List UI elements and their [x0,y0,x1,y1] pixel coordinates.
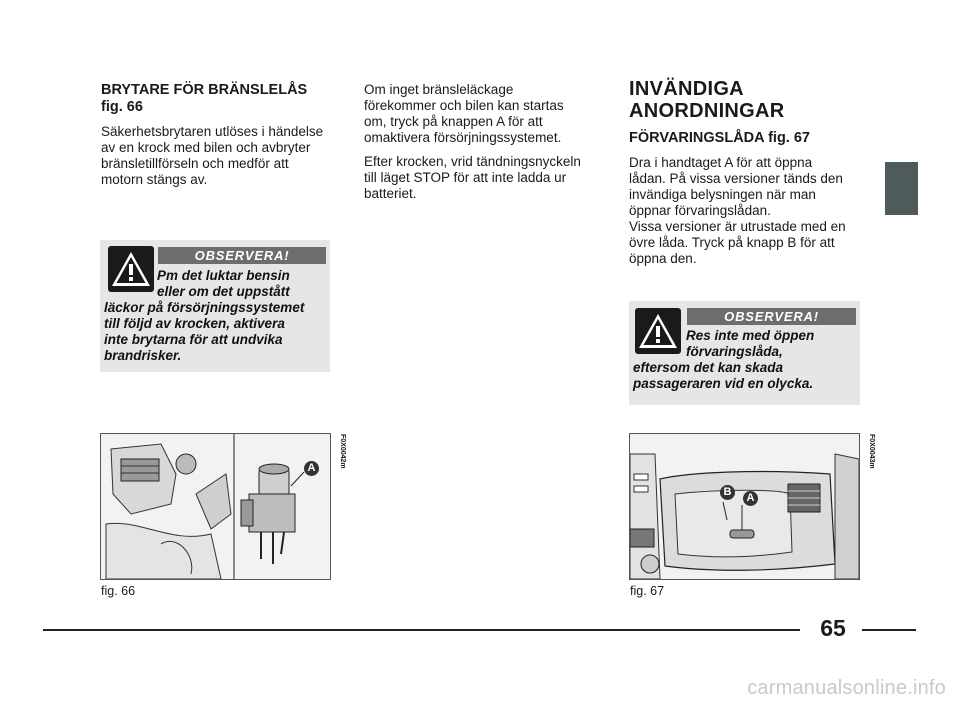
fuel-switch-illustration [101,434,330,579]
column-1 [101,82,331,196]
figure-code-67: F0X0043m [868,434,875,469]
warning-text: Pm det luktar bensin eller om det uppstått [157,268,290,299]
paragraph-fuel-switch: Säkerhetsbrytaren utlöses i händelse av en krock med bilen och avbryter bränsletillförseln och medför att motorn stängs av. [101,124,324,187]
paragraph-reset: Om inget bränsleläckage förekommer och bilen kan startas om, tryck på knappen A för att omaktivera försörjningssystemet. [364,82,564,145]
paragraph-glovebox: Dra i handtaget A för att öppna lådan. På vissa versioner tänds den invändiga belysningen när man öppnar förvaringslådan. Vissa versioner är utrustade med en övre låda. Tryck på knapp B för att öppna den. [629,155,846,266]
page-number: 65 [820,615,846,641]
column-2 [364,82,596,210]
warning-triangle-icon [635,308,681,354]
column-3 [629,78,861,275]
figure-caption-66: fig. 66 [101,584,136,598]
chapter-tab-marker [885,162,918,215]
figure-66-image [100,433,331,580]
figure-caption-67: fig. 67 [630,584,665,598]
section-heading-glovebox: FÖRVARINGSLÅDA fig. 67 [629,130,810,146]
footer-rule-left [43,629,800,631]
figure-67-image [629,433,860,580]
figure-code-66: F0X0042m [339,434,346,469]
footer-rule-right [862,629,916,631]
glovebox-illustration [630,434,859,579]
warning-box-fuel [100,240,330,372]
callout-b: B [720,485,735,500]
warning-triangle-icon [108,246,154,292]
chapter-heading: INVÄNDIGA ANORDNINGAR [629,78,785,122]
callout-a: A [304,461,319,476]
warning-text: Res inte med öppen förvaringslåda, [686,328,815,359]
warning-text-continued: eftersom det kan skada passageraren vid en olycka. [633,360,814,391]
paragraph-ignition: Efter krocken, vrid tändningsnyckeln till läget STOP för att inte ladda ur batteriet. [364,154,581,201]
warning-title: OBSERVERA! [158,247,326,264]
warning-text-continued: läckor på försörjningssystemet till följd av krocken, aktivera inte brytarna för att undvika brandrisker. [104,300,305,363]
watermark: carmanualsonline.info [747,677,946,699]
callout-a: A [743,491,758,506]
warning-box-glovebox [629,301,860,405]
warning-title: OBSERVERA! [687,308,856,325]
section-heading-fuel-switch: BRYTARE FÖR BRÄNSLELÅS fig. 66 [101,82,308,115]
